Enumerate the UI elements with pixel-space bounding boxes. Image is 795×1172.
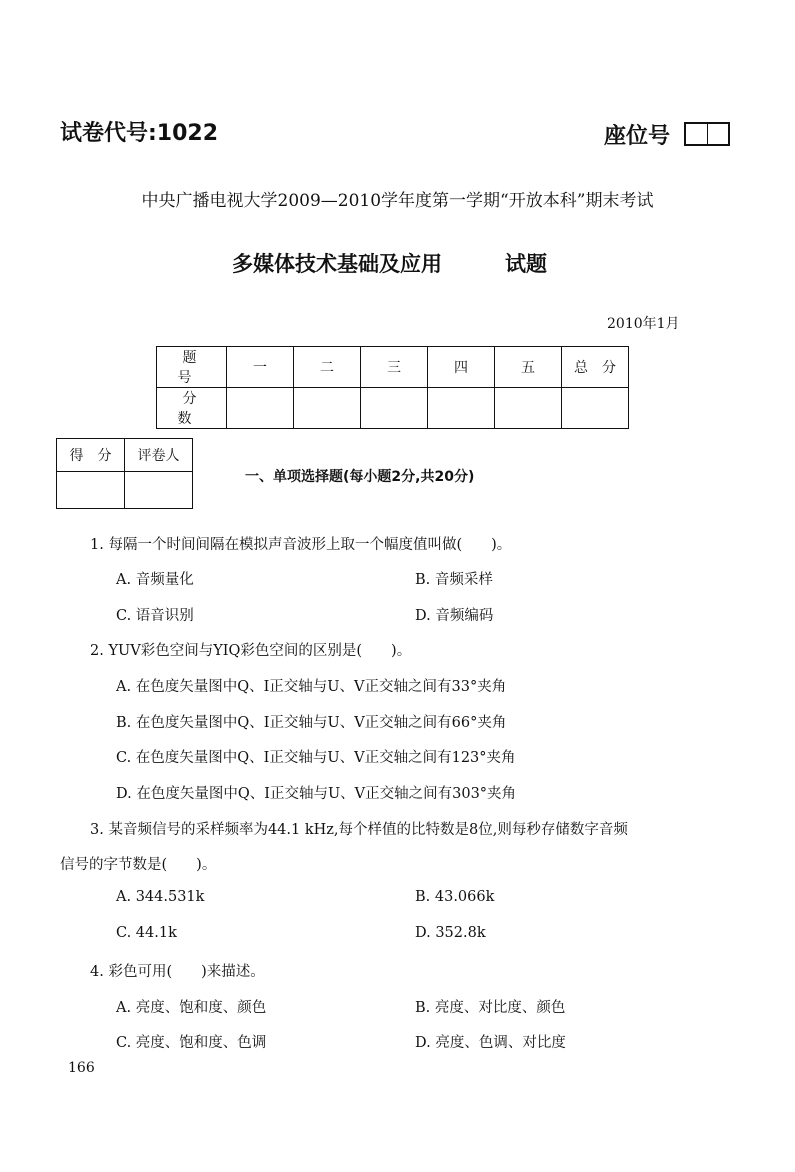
- question-2-option-c[interactable]: C. 在色度矢量图中Q、I正交轴与U、V正交轴之间有123°夹角: [116, 750, 516, 766]
- question-1-option-d[interactable]: D. 音频编码: [415, 608, 494, 624]
- question-3-option-c[interactable]: C. 44.1k: [116, 925, 177, 941]
- question-3-option-b[interactable]: B. 43.066k: [415, 889, 495, 905]
- score-table-col-1: 一: [227, 347, 294, 388]
- question-2-option-a[interactable]: A. 在色度矢量图中Q、I正交轴与U、V正交轴之间有33°夹角: [116, 679, 507, 695]
- score-table-score-row: [157, 388, 629, 429]
- score-cell[interactable]: [428, 388, 495, 429]
- score-cell[interactable]: [361, 388, 428, 429]
- question-1-option-b[interactable]: B. 音频采样: [415, 572, 493, 588]
- exam-date: 2010年1月: [607, 316, 680, 332]
- score-table-col-2: 二: [294, 347, 361, 388]
- seat-number-box[interactable]: [684, 122, 730, 146]
- question-4-stem: 4. 彩色可用( )来描述。: [90, 964, 265, 980]
- grader-score-cell[interactable]: [57, 472, 125, 509]
- question-2-option-b[interactable]: B. 在色度矢量图中Q、I正交轴与U、V正交轴之间有66°夹角: [116, 715, 507, 731]
- question-3-stem-line1: 3. 某音频信号的采样频率为44.1 kHz,每个样值的比特数是8位,则每秒存储数字音频: [90, 822, 628, 838]
- question-3-option-d[interactable]: D. 352.8k: [415, 925, 486, 941]
- score-table-col-4: 四: [428, 347, 495, 388]
- question-3-option-a[interactable]: A. 344.531k: [116, 889, 205, 905]
- score-table-header-row: [157, 347, 629, 388]
- seat-number-label: 座位号: [604, 124, 671, 149]
- question-4-option-c[interactable]: C. 亮度、饱和度、色调: [116, 1035, 267, 1051]
- page-number: 166: [68, 1060, 95, 1076]
- question-2-option-d[interactable]: D. 在色度矢量图中Q、I正交轴与U、V正交轴之间有303°夹角: [116, 786, 517, 802]
- score-table-row-label: 题 号: [157, 347, 227, 388]
- score-table: [156, 346, 629, 429]
- grader-name-cell[interactable]: [125, 472, 193, 509]
- subject-suffix: 试题: [505, 252, 547, 276]
- question-2-stem: 2. YUV彩色空间与YIQ彩色空间的区别是( )。: [90, 643, 412, 659]
- question-4-option-a[interactable]: A. 亮度、饱和度、颜色: [116, 1000, 267, 1016]
- score-cell[interactable]: [294, 388, 361, 429]
- score-table-col-3: 三: [361, 347, 428, 388]
- exam-title: 中央广播电视大学2009—2010学年度第一学期“开放本科”期末考试: [141, 191, 654, 211]
- paper-code: 试卷代号:1022: [60, 121, 219, 146]
- section-one-title: 一、单项选择题(每小题2分,共20分): [245, 469, 475, 485]
- question-1-option-c[interactable]: C. 语音识别: [116, 608, 194, 624]
- question-4-option-b[interactable]: B. 亮度、对比度、颜色: [415, 1000, 566, 1016]
- score-cell-total[interactable]: [562, 388, 629, 429]
- question-3-stem-line2: 信号的字节数是( )。: [60, 857, 217, 873]
- score-table-score-label: 分 数: [157, 388, 227, 429]
- subject-title: 多媒体技术基础及应用: [232, 252, 442, 276]
- score-table-col-5: 五: [495, 347, 562, 388]
- grader-table-grader-header: 评卷人: [125, 439, 193, 472]
- question-1-option-a[interactable]: A. 音频量化: [116, 572, 194, 588]
- score-table-col-total: 总 分: [562, 347, 629, 388]
- grader-table: [56, 438, 193, 509]
- grader-table-score-header: 得 分: [57, 439, 125, 472]
- score-cell[interactable]: [495, 388, 562, 429]
- question-4-option-d[interactable]: D. 亮度、色调、对比度: [415, 1035, 566, 1051]
- question-1-stem: 1. 每隔一个时间间隔在模拟声音波形上取一个幅度值叫做( )。: [90, 537, 512, 553]
